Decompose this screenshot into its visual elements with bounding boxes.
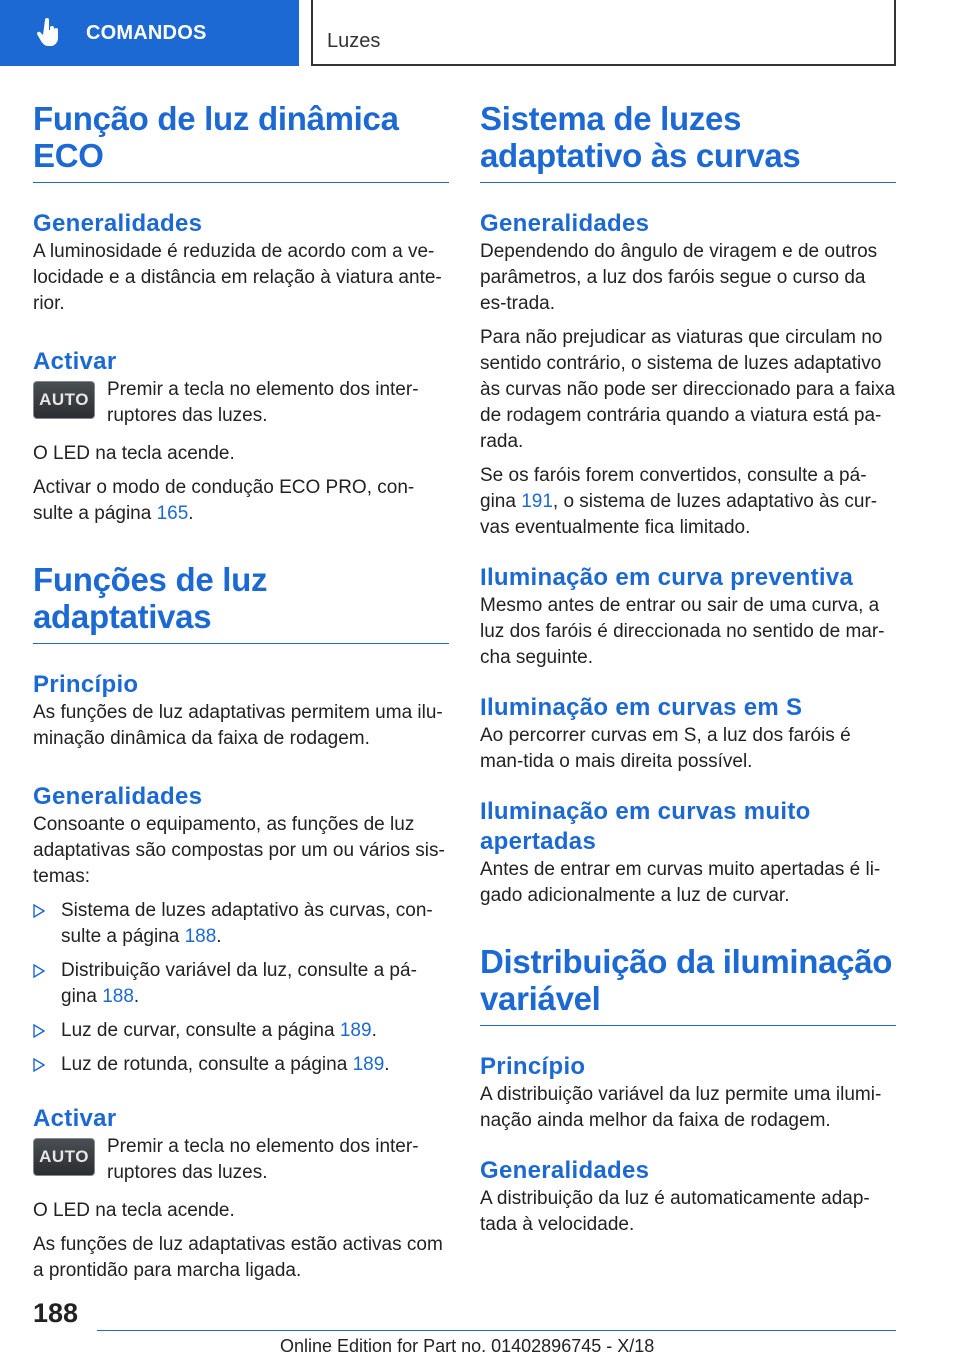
eco-activate-text: Premir a tecla no elemento dos inter-ruptores das luzes. xyxy=(107,379,419,426)
footer-divider xyxy=(97,1330,896,1331)
adaptive-led-text: O LED na tecla acende. xyxy=(33,1200,235,1221)
curves-paragraph-1: Dependendo do ângulo de viragem e de outros parâmetros, a luz dos faróis segue o curso da es-trada. xyxy=(480,241,878,314)
page-section-title: Luzes xyxy=(327,30,381,52)
s-curves-heading: Iluminação em curvas em S xyxy=(480,694,803,721)
adaptive-activate-row xyxy=(33,1134,449,1186)
adaptive-systems-list xyxy=(33,898,449,1078)
eco-pro-text: Activar o modo de condução ECO PRO, con-sulte a página 165. xyxy=(33,477,415,524)
triangle-bullet-icon xyxy=(33,1058,45,1072)
auto-button-icon: AUTO xyxy=(33,381,95,419)
list-item: Distribuição variável da luz, consulte a pá-gina 188. xyxy=(33,958,449,1010)
page-link[interactable]: 165 xyxy=(156,503,189,524)
distribution-principle-text: A distribuição variável da luz permite uma ilumi-nação ainda melhor da faixa de rodagem. xyxy=(480,1084,882,1131)
eco-generalities-heading: Generalidades xyxy=(33,210,203,237)
tight-curves-heading: Iluminação em curvas muito apertadas xyxy=(480,798,811,855)
left-column xyxy=(33,100,449,1284)
eco-title: Função de luz dinâmica ECO xyxy=(33,100,449,183)
distribution-generalities-heading: Generalidades xyxy=(480,1157,650,1184)
page-number: 188 xyxy=(33,1298,79,1328)
adaptive-activate-text: Premir a tecla no elemento dos inter-ruptores das luzes. xyxy=(107,1136,419,1183)
s-curves-text: Ao percorrer curvas em S, a luz dos faróis é man-tida o mais direita possível. xyxy=(480,725,851,772)
triangle-bullet-icon xyxy=(33,964,45,978)
hand-pointer-icon xyxy=(36,18,62,48)
triangle-bullet-icon xyxy=(33,1024,45,1038)
adaptive-activate-heading: Activar xyxy=(33,1105,117,1132)
list-item: Luz de curvar, consulte a página 189. xyxy=(33,1018,449,1044)
adaptive-generalities-heading: Generalidades xyxy=(33,783,203,810)
eco-led-text: O LED na tecla acende. xyxy=(33,443,235,464)
curves-paragraph-2: Para não prejudicar as viaturas que circulam no sentido contrário, o sistema de luzes adaptativo às curvas não pode ser direccionado para a faixa de rodagem contrária quando a viatura está pa-rada. xyxy=(480,327,896,452)
page-link[interactable]: 189 xyxy=(339,1020,372,1041)
right-column xyxy=(480,100,896,1238)
adaptive-generalities-text: Consoante o equipamento, as funções de luz adaptativas são compostas por um ou vários sis-temas: xyxy=(33,814,445,887)
eco-activate-row xyxy=(33,377,449,429)
curves-generalities-heading: Generalidades xyxy=(480,210,650,237)
list-item: Luz de rotunda, consulte a página 189. xyxy=(33,1052,449,1078)
preventive-heading: Iluminação em curva preventiva xyxy=(480,564,854,591)
footer-edition-text: Online Edition for Part no. 01402896745 - X/18 xyxy=(280,1336,655,1356)
section-tab[interactable] xyxy=(0,0,299,66)
distribution-generalities-text: A distribuição da luz é automaticamente adap-tada à velocidade. xyxy=(480,1188,870,1235)
adaptive-final-text: As funções de luz adaptativas estão activas com a prontidão para marcha ligada. xyxy=(33,1234,443,1281)
adaptive-principle-text: As funções de luz adaptativas permitem uma ilu-minação dinâmica da faixa de rodagem. xyxy=(33,702,443,749)
page-link[interactable]: 188 xyxy=(102,986,134,1007)
distribution-principle-heading: Princípio xyxy=(480,1053,586,1080)
distribution-title: Distribuição da iluminação variável xyxy=(480,943,896,1026)
triangle-bullet-icon xyxy=(33,904,45,918)
auto-button-icon: AUTO xyxy=(33,1138,95,1176)
header-title-box xyxy=(311,0,896,66)
adaptive-principle-heading: Princípio xyxy=(33,671,139,698)
page-link[interactable]: 191 xyxy=(521,491,553,512)
tight-curves-text: Antes de entrar em curvas muito apertadas é li-gado adicionalmente a luz de curvar. xyxy=(480,859,881,906)
page-link[interactable]: 189 xyxy=(352,1054,385,1075)
list-item: Sistema de luzes adaptativo às curvas, con-sulte a página 188. xyxy=(33,898,449,950)
preventive-text: Mesmo antes de entrar ou sair de uma curva, a luz dos faróis é direccionada no sentido de mar-cha seguinte. xyxy=(480,595,885,668)
eco-generalities-text: A luminosidade é reduzida de acordo com a ve-locidade e a distância em relação à viatura ante-rior. xyxy=(33,241,442,314)
section-tab-label: COMANDOS xyxy=(86,21,207,44)
curves-paragraph-3: Se os faróis forem convertidos, consulte a pá-gina 191, o sistema de luzes adaptativo às cur-vas eventualmente fica limitado. xyxy=(480,465,878,538)
curves-title: Sistema de luzes adaptativo às curvas xyxy=(480,100,896,183)
page-link[interactable]: 188 xyxy=(184,926,217,947)
adaptive-title: Funções de luz adaptativas xyxy=(33,561,449,644)
eco-activate-heading: Activar xyxy=(33,348,117,375)
